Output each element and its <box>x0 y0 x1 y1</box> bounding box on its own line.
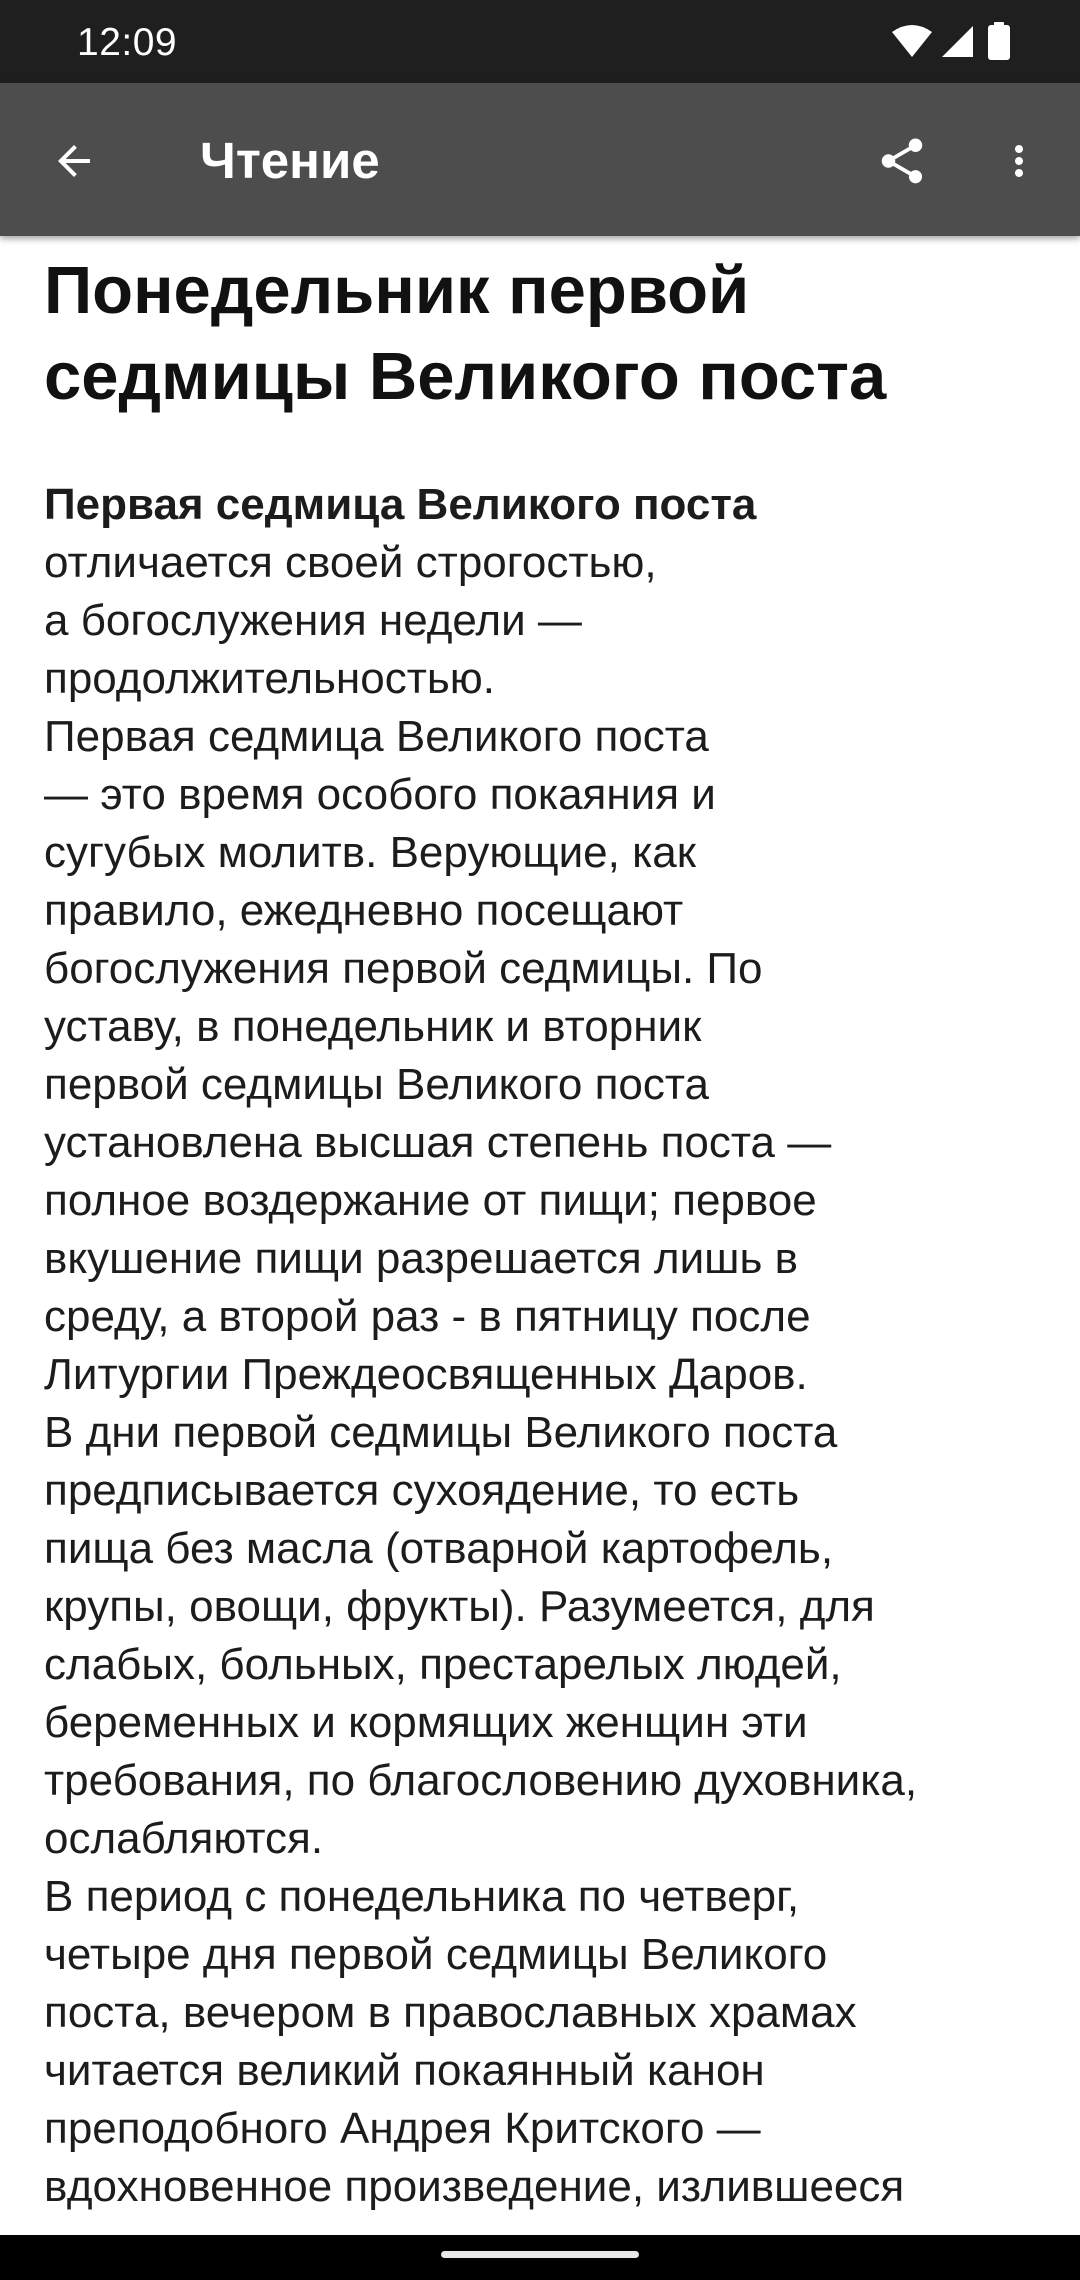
cell-signal-icon <box>940 24 974 63</box>
article-title-line: седмицы Великого поста <box>44 339 887 414</box>
more-vert-icon <box>995 137 1043 185</box>
article-line: среду, а второй раз - в пятницу после <box>44 1292 811 1341</box>
article-lead-line: Первая седмица Великого поста <box>44 480 757 529</box>
status-bar <box>0 0 1080 83</box>
reading-content[interactable] <box>0 236 1080 2235</box>
article-line: преподобного Андрея Критского — <box>44 2104 761 2153</box>
article-line: ослабляются. <box>44 1814 324 1863</box>
more-options-button[interactable] <box>983 125 1055 197</box>
back-button[interactable] <box>38 125 110 197</box>
article-line: правило, ежедневно посещают <box>44 886 684 935</box>
article-line: богослужения первой седмицы. По <box>44 944 763 993</box>
wifi-icon <box>892 24 932 63</box>
article-line: пища без масла (отварной картофель, <box>44 1524 834 1573</box>
share-button[interactable] <box>866 125 938 197</box>
status-time: 12:09 <box>77 21 178 64</box>
article-line: Первая седмица Великого поста <box>44 712 709 761</box>
article-line: четыре дня первой седмицы Великого <box>44 1930 828 1979</box>
article-line: вдохновенное произведение, излившееся <box>44 2162 905 2211</box>
status-icons <box>892 22 1010 64</box>
article-line: слабых, больных, престарелых людей, <box>44 1640 842 1689</box>
article-line: отличается своей строгостью, <box>44 538 657 587</box>
arrow-back-icon <box>50 137 98 185</box>
app-bar <box>0 83 1080 236</box>
article-line: а богослужения недели — <box>44 596 582 645</box>
article-line: сугубых молитв. Верующие, как <box>44 828 697 877</box>
article-line: поста, вечером в православных храмах <box>44 1988 857 2037</box>
article-line: предписывается сухоядение, то есть <box>44 1466 800 1515</box>
article-body <box>44 476 1064 2216</box>
article-line: требования, по благословению духовника, <box>44 1756 918 1805</box>
article-line: первой седмицы Великого поста <box>44 1060 710 1109</box>
article-line: В период с понедельника по четверг, <box>44 1872 800 1921</box>
article-line: беременных и кормящих женщин эти <box>44 1698 808 1747</box>
article-line: В дни первой седмицы Великого поста <box>44 1408 838 1457</box>
navigation-bar <box>0 2235 1080 2280</box>
article-line: уставу, в понедельник и вторник <box>44 1002 702 1051</box>
battery-icon <box>988 22 1010 65</box>
home-gesture-handle[interactable] <box>441 2251 639 2258</box>
article-line: полное воздержание от пищи; первое <box>44 1176 817 1225</box>
article-line: продолжительностью. <box>44 654 495 703</box>
article-line: установлена высшая степень поста — <box>44 1118 832 1167</box>
share-icon <box>875 134 929 188</box>
page-title: Чтение <box>200 132 380 189</box>
article-title <box>44 248 1044 420</box>
article-line: — это время особого покаяния и <box>44 770 716 819</box>
article-line: читается великий покаянный канон <box>44 2046 765 2095</box>
article-line: крупы, овощи, фрукты). Разумеется, для <box>44 1582 875 1631</box>
article-title-line: Понедельник первой <box>44 253 750 328</box>
article-line: Литургии Преждеосвященных Даров. <box>44 1350 808 1399</box>
article-line: вкушение пищи разрешается лишь в <box>44 1234 798 1283</box>
